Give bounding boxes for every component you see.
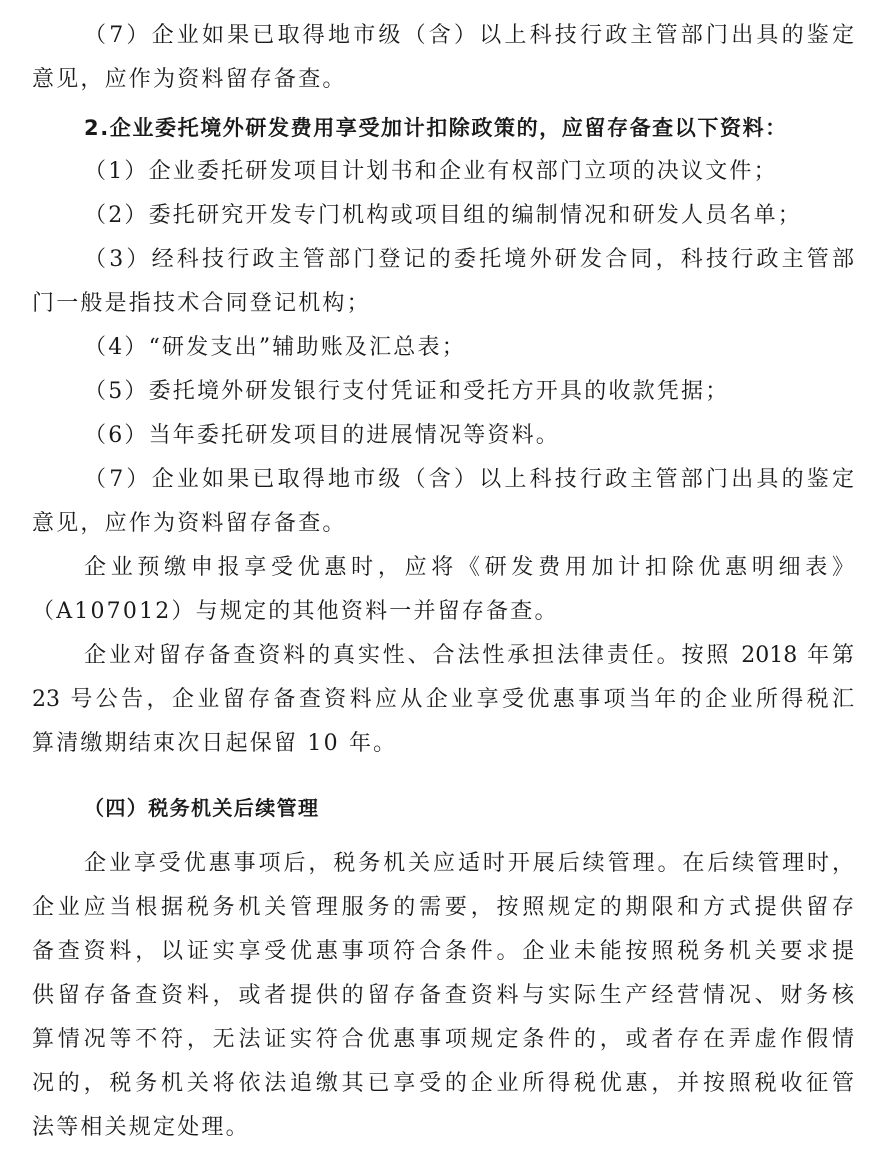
prepay-line2: （A107012）与规定的其他资料一并留存备查。 [32,599,559,624]
section4-heading: （四）税务机关后续管理 [84,796,320,820]
item-3-line1: （3）经科技行政主管部门登记的委托境外研发合同，科技行政主管部 [84,247,854,272]
item-7-line2: 意见，应作为资料留存备查。 [32,511,347,536]
item-5: （5）委托境外研发银行支付凭证和受托方开具的收款凭据； [84,379,730,404]
item-3-line2: 门一般是指技术合同登记机构； [32,291,371,316]
item-2: （2）委托研究开发专门机构或项目组的编制情况和研发人员名单； [84,203,802,228]
para-a-line1: （7）企业如果已取得地市级（含）以上科技行政主管部门出具的鉴定 [84,23,854,48]
item-1: （1）企业委托研发项目计划书和企业有权部门立项的决议文件； [84,159,778,184]
followup-line4: 供留存备查资料，或者提供的留存备查资料与实际生产经营情况、财务核 [32,983,854,1008]
item-4: （4）“研发支出”辅助账及汇总表； [84,335,466,360]
responsibility-line1: 企业对留存备查资料的真实性、合法性承担法律责任。按照 2018 年第 [84,643,854,668]
item-6: （6）当年委托研发项目的进展情况等资料。 [84,423,560,448]
followup-line5: 算情况等不符，无法证实符合优惠事项规定条件的，或者存在弄虚作假情 [32,1027,854,1052]
responsibility-line3: 算清缴期结束次日起保留 10 年。 [32,731,398,756]
item-7-line1: （7）企业如果已取得地市级（含）以上科技行政主管部门出具的鉴定 [84,467,854,492]
followup-line3: 备查资料，以证实享受优惠事项符合条件。企业未能按照税务机关要求提 [32,939,854,964]
followup-line7: 法等相关规定处理。 [32,1115,250,1140]
followup-line1: 企业享受优惠事项后，税务机关应适时开展后续管理。在后续管理时， [84,851,854,876]
para-a-line2: 意见，应作为资料留存备查。 [32,67,347,92]
responsibility-line2: 23 号公告，企业留存备查资料应从企业享受优惠事项当年的企业所得税汇 [32,687,854,712]
prepay-line1: 企业预缴申报享受优惠时，应将《研发费用加计扣除优惠明细表》 [84,555,854,580]
section2-title: 2.企业委托境外研发费用享受加计扣除政策的，应留存备查以下资料： [84,116,788,140]
followup-line2: 企业应当根据税务机关管理服务的需要，按照规定的期限和方式提供留存 [32,895,854,920]
followup-line6: 况的，税务机关将依法追缴其已享受的企业所得税优惠，并按照税收征管 [32,1071,854,1096]
